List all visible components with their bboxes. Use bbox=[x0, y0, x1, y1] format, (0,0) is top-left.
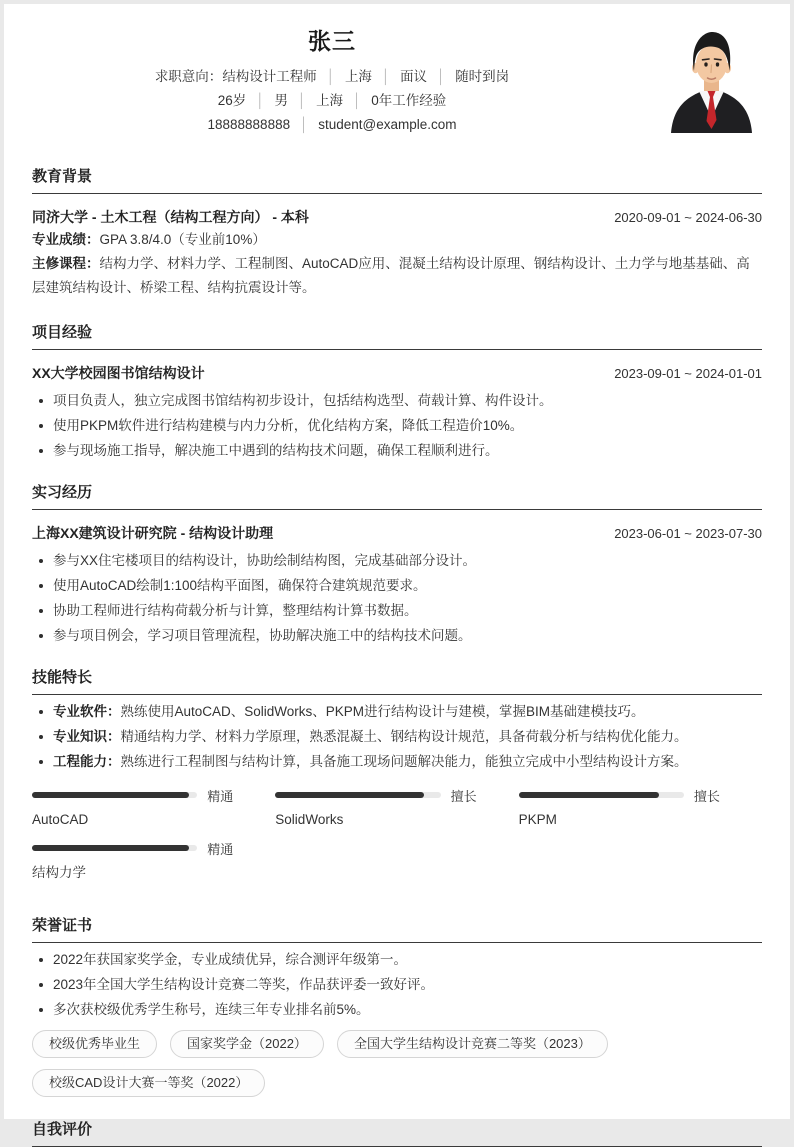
skill-name: AutoCAD bbox=[32, 812, 89, 827]
skill-bar-fill bbox=[32, 845, 189, 851]
bullet-item bbox=[32, 626, 762, 645]
skill-bar-row bbox=[32, 787, 233, 803]
skill-bullet-label: 工程能力： bbox=[53, 754, 121, 769]
bullet-item bbox=[32, 702, 762, 721]
section-title-skills: 技能特长 bbox=[32, 669, 762, 695]
bullet-item bbox=[32, 752, 762, 771]
separator-glyph: │ bbox=[437, 68, 446, 85]
section-project bbox=[32, 324, 762, 460]
info-item-age: 26岁 bbox=[217, 93, 247, 108]
bullet-text: 精通结构力学、材料力学原理，熟悉混凝土、钢结构设计规范，具备荷载分析与结构优化能力。 bbox=[120, 729, 688, 744]
courses-value: 结构力学、材料力学、工程制图、AutoCAD应用、混凝土结构设计原理、钢结构设计、土力学与地基基础、高层建筑结构设计、桥梁工程、结构抗震设计等。 bbox=[32, 256, 750, 295]
skill-bar-fill bbox=[519, 792, 659, 798]
section-title-honors: 荣誉证书 bbox=[32, 917, 762, 943]
skill-level-label: 精通 bbox=[207, 841, 234, 857]
skill-bullet-label: 专业软件： bbox=[53, 704, 121, 719]
internship-entry-head bbox=[32, 523, 762, 544]
section-self-evaluation bbox=[32, 1121, 762, 1147]
skill-level-label: 精通 bbox=[207, 788, 234, 804]
school-degree-line: 同济大学 - 土木工程（结构工程方向） - 本科 bbox=[32, 209, 309, 225]
skill-level-label: 擅长 bbox=[693, 788, 720, 804]
internship-bullet-list bbox=[32, 551, 762, 645]
contact-line bbox=[32, 113, 632, 137]
honors-bullet-list bbox=[32, 950, 762, 1019]
courses-row bbox=[32, 252, 762, 300]
bullet-text: 多次获校级优秀学生称号，连续三年专业排名前5%。 bbox=[53, 1002, 370, 1017]
resume-header bbox=[32, 26, 762, 138]
bullet-dot-icon bbox=[39, 609, 43, 613]
info-item-city: 上海 bbox=[316, 93, 344, 108]
skill-bar-row bbox=[275, 787, 476, 803]
education-entry-head bbox=[32, 207, 762, 228]
basic-info-line bbox=[32, 89, 632, 113]
skill-bar-row bbox=[32, 840, 233, 856]
bullet-dot-icon bbox=[39, 760, 43, 764]
info-item-experience: 0年工作经验 bbox=[371, 93, 447, 108]
skill-bar-fill bbox=[275, 792, 424, 798]
bullet-dot-icon bbox=[39, 735, 43, 739]
bullet-text: 项目负责人，独立完成图书馆结构初步设计，包括结构选型、荷载计算、构件设计。 bbox=[53, 393, 553, 408]
project-entry-head bbox=[32, 363, 762, 384]
skill-bar-track bbox=[275, 792, 440, 798]
email-address: student@example.com bbox=[318, 117, 457, 132]
intent-item-city: 上海 bbox=[344, 69, 372, 84]
bullet-dot-icon bbox=[39, 584, 43, 588]
section-skills bbox=[32, 669, 762, 893]
separator-glyph: │ bbox=[326, 68, 335, 85]
profile-photo bbox=[663, 28, 760, 133]
bullet-dot-icon bbox=[39, 399, 43, 403]
header-text-block bbox=[32, 26, 632, 137]
bullet-dot-icon bbox=[39, 559, 43, 563]
phone-number: 18888888888 bbox=[207, 117, 291, 132]
intent-item-availability: 随时到岗 bbox=[455, 69, 510, 84]
courses-label: 主修课程： bbox=[32, 256, 100, 271]
project-bullet-list bbox=[32, 391, 762, 460]
bullet-dot-icon bbox=[39, 983, 43, 987]
intent-item-position: 结构设计工程师 bbox=[222, 69, 317, 84]
bullet-item bbox=[32, 441, 762, 460]
bullet-dot-icon bbox=[39, 449, 43, 453]
skill-name: SolidWorks bbox=[275, 812, 344, 827]
bullet-dot-icon bbox=[39, 1008, 43, 1012]
gpa-value: GPA 3.8/4.0（专业前10%） bbox=[99, 232, 266, 247]
bullet-item bbox=[32, 391, 762, 410]
section-education bbox=[32, 168, 762, 300]
intent-item-salary: 面议 bbox=[400, 69, 428, 84]
skill-bar-item bbox=[275, 787, 518, 829]
skill-bar-track bbox=[32, 845, 197, 851]
bullet-text: 熟练进行工程制图与结构计算，具备施工现场问题解决能力，能独立完成中小型结构设计方案。 bbox=[120, 754, 688, 769]
section-honors bbox=[32, 917, 762, 1097]
section-title-project: 项目经验 bbox=[32, 324, 762, 350]
skill-bars-grid bbox=[32, 787, 762, 893]
bullet-text: 使用PKPM软件进行结构建模与内力分析，优化结构方案，降低工程造价10%。 bbox=[53, 418, 524, 433]
section-title-self-evaluation: 自我评价 bbox=[32, 1121, 762, 1147]
honor-badge: 校级CAD设计大赛一等奖（2022） bbox=[32, 1069, 265, 1097]
company-position-line: 上海XX建筑设计研究院 - 结构设计助理 bbox=[32, 525, 274, 541]
bullet-item bbox=[32, 1000, 762, 1019]
skills-bullet-list bbox=[32, 702, 762, 771]
info-item-gender: 男 bbox=[274, 93, 288, 108]
resume-page bbox=[4, 4, 790, 1138]
bullet-text: 参与XX住宅楼项目的结构设计，协助绘制结构图，完成基础部分设计。 bbox=[53, 553, 477, 568]
honor-badge: 校级优秀毕业生 bbox=[32, 1030, 157, 1058]
gpa-label: 专业成绩： bbox=[32, 232, 100, 247]
honor-badge: 全国大学生结构设计竞赛二等奖（2023） bbox=[337, 1030, 608, 1058]
skill-bar-item bbox=[32, 787, 275, 829]
bullet-item bbox=[32, 551, 762, 570]
skill-level-label: 擅长 bbox=[450, 788, 477, 804]
bullet-item bbox=[32, 727, 762, 746]
project-date-range: 2023-09-01 ~ 2024-01-01 bbox=[614, 366, 762, 381]
skill-bar-track bbox=[32, 792, 197, 798]
bullet-dot-icon bbox=[39, 424, 43, 428]
bullet-item bbox=[32, 975, 762, 994]
separator-glyph: │ bbox=[256, 92, 265, 109]
separator-glyph: │ bbox=[297, 92, 307, 109]
avatar-illustration bbox=[663, 28, 760, 133]
bullet-item bbox=[32, 576, 762, 595]
section-title-education: 教育背景 bbox=[32, 168, 762, 194]
section-title-internship: 实习经历 bbox=[32, 484, 762, 510]
skill-bar-track bbox=[519, 792, 684, 798]
separator-glyph: │ bbox=[381, 68, 391, 85]
bullet-dot-icon bbox=[39, 958, 43, 962]
section-internship bbox=[32, 484, 762, 645]
skill-name: PKPM bbox=[518, 812, 557, 827]
bullet-text: 使用AutoCAD绘制1:100结构平面图，确保符合建筑规范要求。 bbox=[53, 578, 427, 593]
bullet-text: 协助工程师进行结构荷载分析与计算，整理结构计算书数据。 bbox=[53, 603, 418, 618]
bullet-dot-icon bbox=[39, 710, 43, 714]
candidate-name: 张三 bbox=[308, 28, 356, 54]
skill-bar-item bbox=[519, 787, 762, 829]
bullet-text: 2023年全国大学生结构设计竞赛二等奖，作品获评委一致好评。 bbox=[53, 977, 435, 992]
skill-bar-row bbox=[519, 787, 720, 803]
skill-bar-item bbox=[32, 840, 275, 882]
separator-glyph: │ bbox=[300, 116, 309, 133]
bullet-item bbox=[32, 601, 762, 620]
honor-badge: 国家奖学金（2022） bbox=[170, 1030, 324, 1058]
bullet-text: 参与项目例会，学习项目管理流程，协助解决施工中的结构技术问题。 bbox=[53, 628, 472, 643]
bullet-text: 2022年获国家奖学金，专业成绩优异，综合测评年级第一。 bbox=[53, 952, 408, 967]
bullet-item bbox=[32, 416, 762, 435]
project-name: XX大学校园图书馆结构设计 bbox=[32, 365, 205, 381]
separator-glyph: │ bbox=[353, 92, 362, 109]
skill-bar-fill bbox=[32, 792, 189, 798]
bullet-item bbox=[32, 950, 762, 969]
bullet-dot-icon bbox=[39, 634, 43, 638]
internship-date-range: 2023-06-01 ~ 2023-07-30 bbox=[614, 526, 762, 541]
job-intent-line bbox=[32, 65, 632, 89]
education-date-range: 2020-09-01 ~ 2024-06-30 bbox=[614, 210, 762, 225]
bullet-text: 熟练使用AutoCAD、SolidWorks、PKPM进行结构设计与建模，掌握BIM基础建模技巧。 bbox=[120, 704, 645, 719]
skill-name: 结构力学 bbox=[32, 865, 86, 880]
bullet-text: 参与现场施工指导，解决施工中遇到的结构技术问题，确保工程顺利进行。 bbox=[53, 443, 499, 458]
intent-label: 求职意向： bbox=[154, 69, 223, 84]
gpa-row bbox=[32, 228, 762, 252]
skill-bullet-label: 专业知识： bbox=[53, 729, 121, 744]
honor-badges-row bbox=[32, 1030, 762, 1097]
